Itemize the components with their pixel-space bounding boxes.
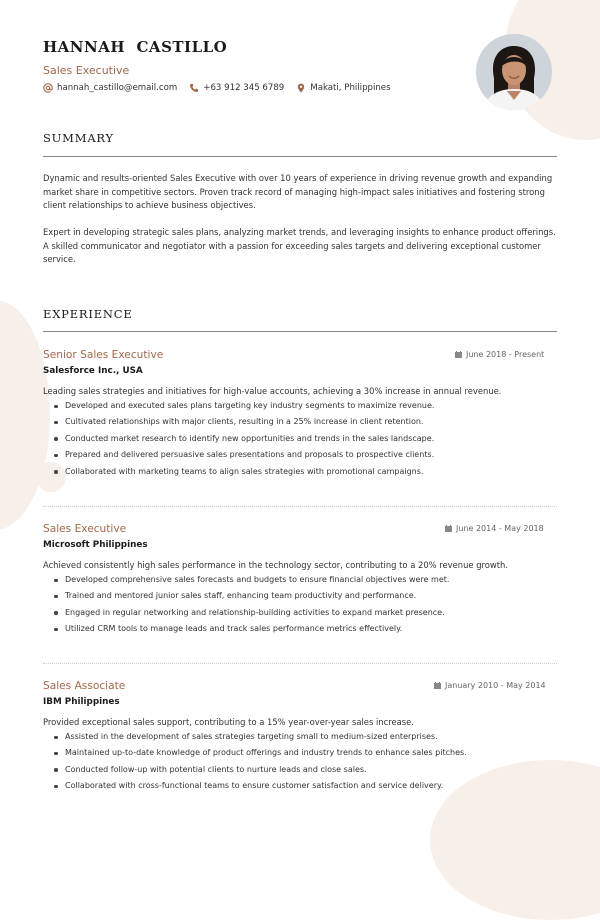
job-summary: Provided exceptional sales support, contributing to a 15% year-over-year sales increase. (43, 717, 414, 727)
job-date-text: January 2010 - May 2014 (445, 681, 546, 690)
job-bullets (43, 398, 557, 480)
company-name: Salesforce Inc., USA (43, 366, 143, 376)
bullet-item: Collaborated with marketing teams to align sales strategies with promotional campaigns. (43, 464, 557, 480)
job-date-text: June 2018 - Present (466, 350, 545, 359)
job-bullets (43, 729, 557, 795)
calendar-icon (455, 351, 462, 358)
experience-heading: EXPERIENCE (43, 307, 133, 321)
bullet-item: Cultivated relationships with major clients, resulting in a 25% increase in client retention. (43, 414, 557, 430)
job-bullets (43, 572, 557, 638)
calendar-icon (445, 525, 452, 532)
bullet-item: Conducted market research to identify new opportunities and trends in the sales landscape. (43, 431, 557, 447)
job-title: Sales Associate (43, 680, 126, 692)
contact-location (296, 83, 390, 93)
contact-email[interactable] (43, 83, 177, 93)
job-title: Senior Sales Executive (43, 349, 164, 361)
bullet-item: Collaborated with cross-functional teams to ensure customer satisfaction and service delivery. (43, 778, 557, 794)
bullet-item: Trained and mentored junior sales staff, enhancing team productivity and performance. (43, 588, 557, 604)
bullet-item: Conducted follow-up with potential clients to nurture leads and close sales. (43, 762, 557, 778)
job-entry (43, 348, 557, 480)
bullet-item: Developed comprehensive sales forecasts and budgets to ensure financial objectives were met. (43, 572, 557, 588)
candidate-title: Sales Executive (43, 64, 130, 77)
job-summary: Leading sales strategies and initiatives for high-value accounts, achieving a 30% increase in annual revenue. (43, 386, 502, 396)
job-date (434, 681, 546, 690)
contact-phone[interactable] (189, 83, 284, 93)
experience-divider (43, 331, 557, 332)
calendar-icon (434, 682, 441, 689)
bullet-item: Maintained up-to-date knowledge of product offerings and industry trends to enhance sales pitches. (43, 745, 557, 761)
job-summary: Achieved consistently high sales performance in the technology sector, contributing to a 20% revenue growth. (43, 560, 509, 570)
job-date-text: June 2014 - May 2018 (456, 524, 544, 533)
summary-heading: SUMMARY (43, 131, 114, 145)
portrait-illustration (476, 34, 552, 110)
contact-email-text: hannah_castillo@email.com (57, 83, 178, 93)
job-entry (43, 522, 557, 638)
job-date (455, 350, 544, 359)
summary-paragraph-1: Dynamic and results-oriented Sales Executive with over 10 years of experience in driving revenue growth and expanding market share in competitive sectors. Proven track record of managing high-impact sales initiatives and fostering strong client relationships to achieve business objectives. (43, 173, 553, 210)
contact-row (43, 83, 401, 93)
candidate-name: HANNAH CASTILLO (43, 38, 228, 56)
at-icon (43, 83, 53, 93)
company-name: Microsoft Philippines (43, 540, 148, 550)
contact-location-text: Makati, Philippines (310, 83, 391, 93)
phone-icon (189, 83, 199, 93)
bullet-item: Assisted in the development of sales strategies targeting small to medium-sized enterprises. (43, 729, 557, 745)
bullet-item: Prepared and delivered persuasive sales presentations and proposals to prospective clients. (43, 447, 557, 463)
bullet-item: Utilized CRM tools to manage leads and track sales performance metrics effectively. (43, 621, 557, 637)
job-date (445, 524, 544, 533)
location-pin-icon (296, 83, 306, 93)
company-name: IBM Philippines (43, 697, 120, 707)
profile-photo (476, 34, 552, 110)
bullet-item: Developed and executed sales plans targeting key industry segments to maximize revenue. (43, 398, 557, 414)
contact-phone-text: +63 912 345 6789 (203, 83, 285, 93)
job-title: Sales Executive (43, 523, 127, 535)
summary-divider (43, 156, 557, 157)
job-separator (43, 506, 557, 507)
job-separator (43, 663, 557, 664)
summary-paragraph-2: Expert in developing strategic sales plans, analyzing market trends, and leveraging insights to enhance product offerings. A skilled communicator and negotiator with a passion for exceeding sales targets and delivering exceptional customer service. (43, 227, 556, 264)
bullet-item: Engaged in regular networking and relationship-building activities to expand market presence. (43, 605, 557, 621)
job-entry (43, 679, 557, 795)
